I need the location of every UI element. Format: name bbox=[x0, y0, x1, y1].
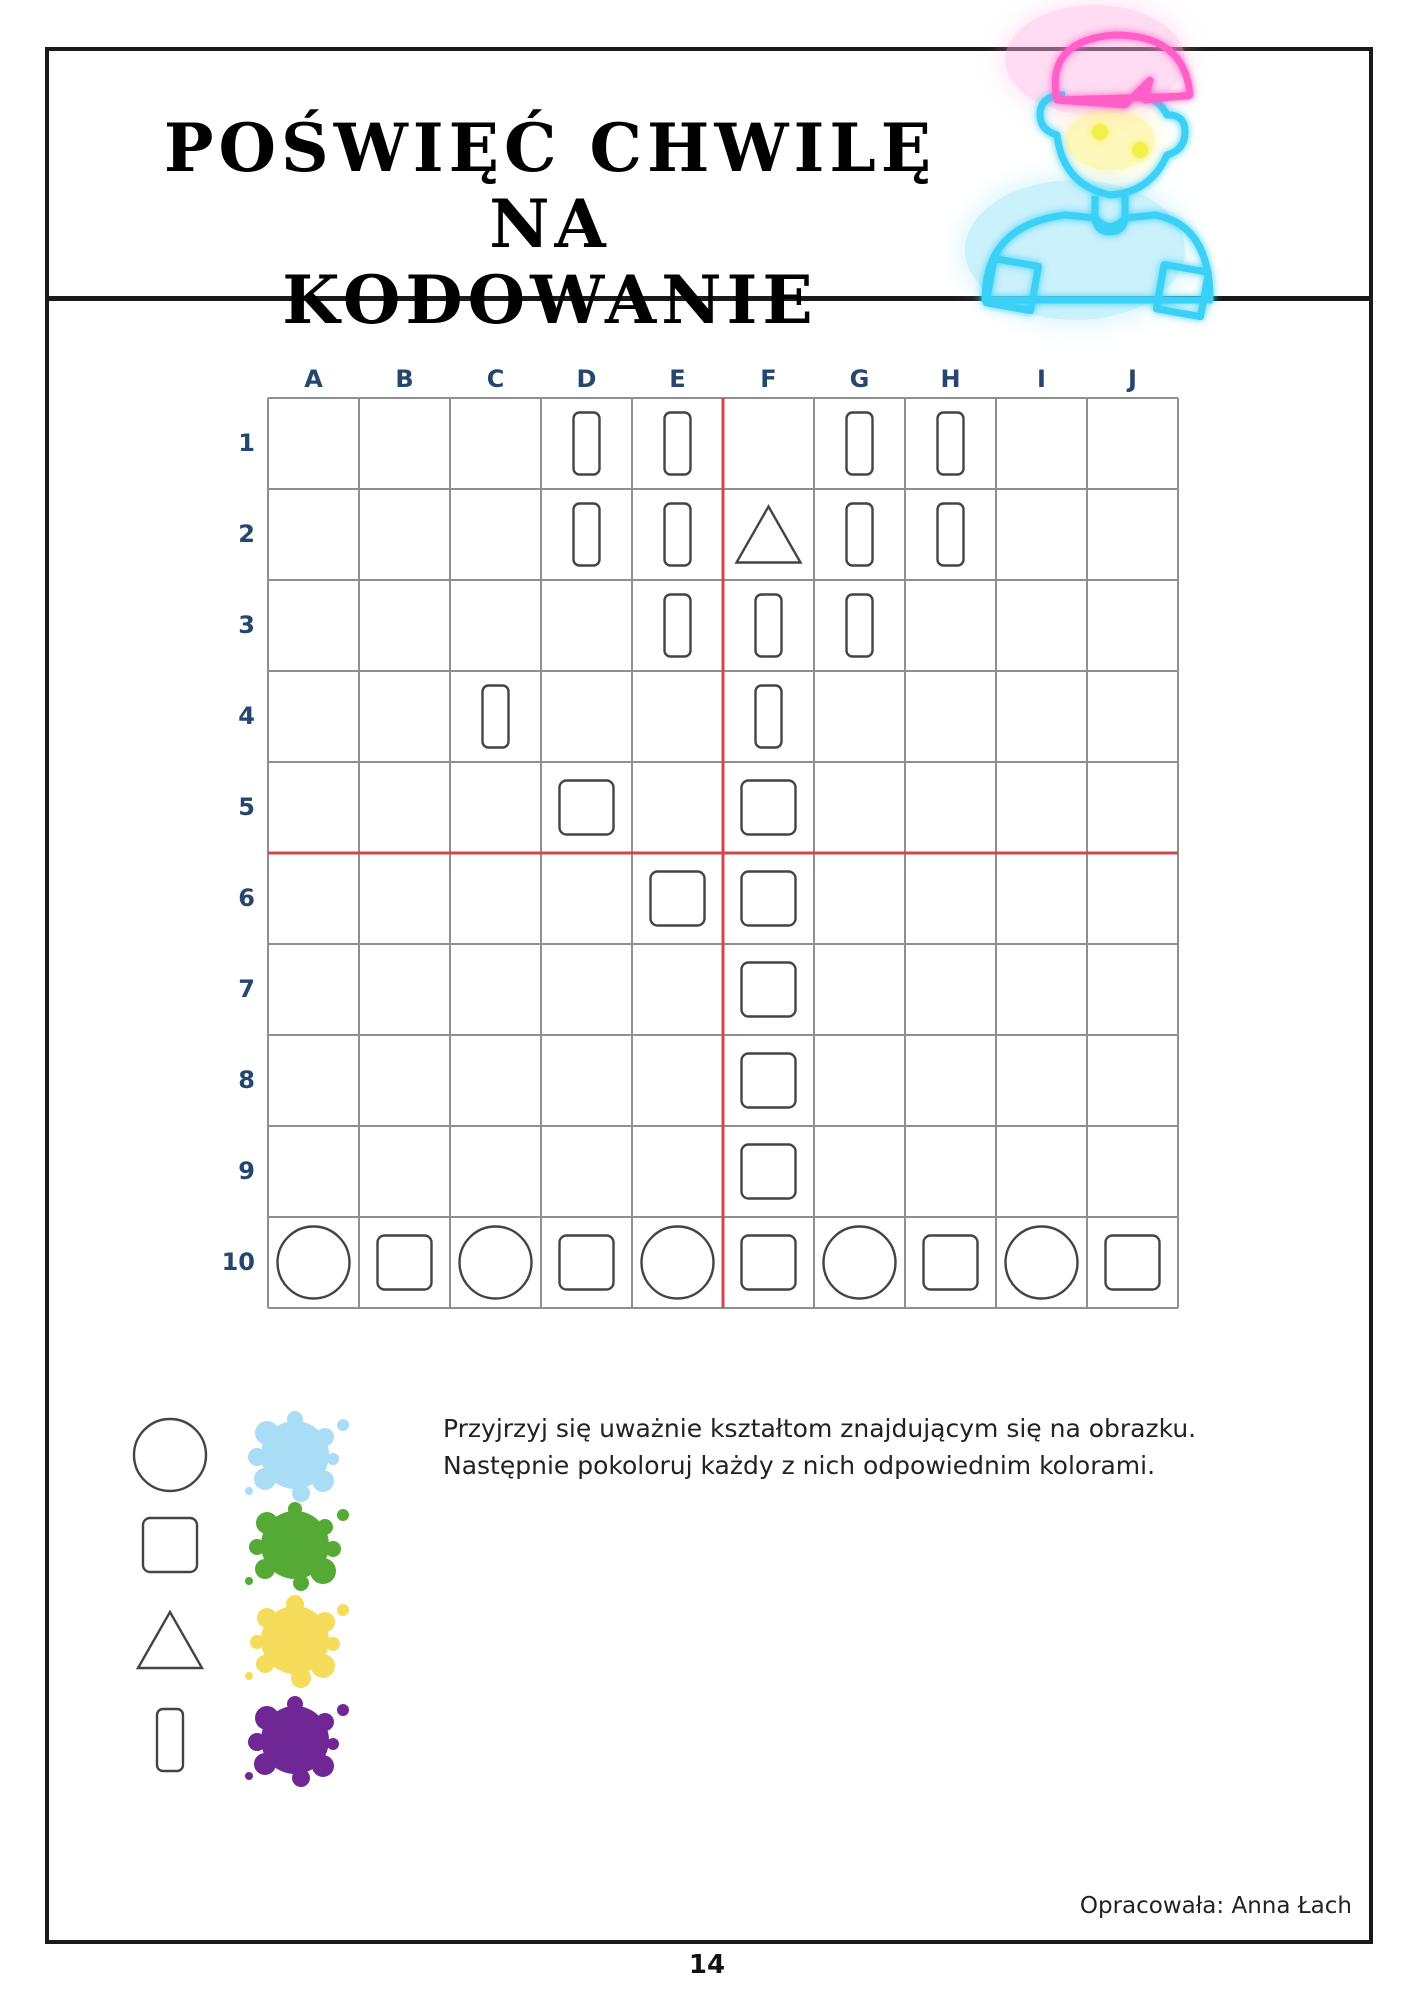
square-shape bbox=[560, 1236, 614, 1290]
paint-splash-drop bbox=[326, 1637, 340, 1651]
paint-splash-drop bbox=[311, 1654, 335, 1678]
narrow-rectangle-shape bbox=[756, 686, 782, 748]
paint-splash-drop bbox=[256, 1655, 274, 1673]
square-shape bbox=[143, 1518, 197, 1572]
square-shape bbox=[1106, 1236, 1160, 1290]
author-credit: Opracowała: Anna Łach bbox=[1079, 1893, 1352, 1919]
column-label: B bbox=[395, 365, 414, 393]
title-line-1: POŚWIĘĆ CHWILĘ NA bbox=[163, 109, 937, 263]
column-label: A bbox=[304, 365, 323, 393]
instruction-line-2: Następnie pokoloruj każdy z nich odpowiednim kolorami. bbox=[443, 1451, 1156, 1480]
narrow-rectangle-shape bbox=[665, 595, 691, 657]
circle-shape bbox=[642, 1227, 714, 1299]
row-label: 2 bbox=[238, 519, 255, 548]
paint-splash-drop bbox=[293, 1575, 309, 1591]
row-label: 4 bbox=[238, 701, 255, 730]
paint-splash-dot bbox=[337, 1604, 349, 1616]
paint-splash-dot bbox=[337, 1704, 349, 1716]
paint-splash-drop bbox=[316, 1428, 334, 1446]
narrow-rectangle-shape bbox=[847, 504, 873, 566]
paint-splash-dot bbox=[245, 1772, 253, 1780]
paint-splash-drop bbox=[287, 1696, 303, 1712]
square-shape bbox=[560, 781, 614, 835]
column-label: C bbox=[486, 365, 505, 393]
narrow-rectangle-shape bbox=[847, 413, 873, 475]
narrow-rectangle-shape bbox=[938, 413, 964, 475]
paint-splash-drop bbox=[255, 1421, 279, 1445]
row-label: 10 bbox=[221, 1247, 255, 1276]
narrow-rectangle-shape bbox=[938, 504, 964, 566]
paint-splash-drop bbox=[248, 1448, 266, 1466]
square-shape bbox=[742, 872, 796, 926]
paint-splash-drop bbox=[255, 1706, 279, 1730]
paint-splash-icon bbox=[245, 1696, 349, 1787]
narrow-rectangle-shape bbox=[665, 413, 691, 475]
row-label: 8 bbox=[238, 1065, 255, 1094]
paint-splash-drop bbox=[327, 1453, 339, 1465]
column-label: I bbox=[1037, 365, 1046, 393]
circle-shape bbox=[134, 1419, 206, 1491]
page-number: 14 bbox=[688, 1950, 726, 1980]
paint-splash-drop bbox=[257, 1608, 277, 1628]
paint-splash-drop bbox=[256, 1512, 278, 1534]
row-label: 9 bbox=[238, 1156, 255, 1185]
paint-splash-drop bbox=[292, 1769, 310, 1787]
square-shape bbox=[378, 1236, 432, 1290]
row-label: 6 bbox=[238, 883, 255, 912]
row-label: 7 bbox=[238, 974, 255, 1003]
paint-splash-drop bbox=[310, 1558, 336, 1584]
robot-eye-right bbox=[1132, 142, 1148, 158]
paint-splash-dot bbox=[245, 1577, 253, 1585]
column-label: G bbox=[849, 365, 870, 393]
paint-splash-drop bbox=[248, 1733, 266, 1751]
narrow-rectangle-shape bbox=[157, 1709, 183, 1771]
row-label: 1 bbox=[238, 428, 255, 457]
column-label: J bbox=[1128, 365, 1137, 393]
paint-splash-dot bbox=[337, 1419, 349, 1431]
triangle-shape bbox=[138, 1612, 202, 1668]
paint-splash-drop bbox=[292, 1484, 310, 1502]
paint-splash-drop bbox=[291, 1668, 311, 1688]
circle-shape bbox=[1006, 1227, 1078, 1299]
paint-splash-drop bbox=[316, 1713, 334, 1731]
circle-shape bbox=[824, 1227, 896, 1299]
row-label: 3 bbox=[238, 610, 255, 639]
robot-eye-left bbox=[1092, 124, 1108, 140]
title-line-2: KODOWANIE bbox=[282, 261, 818, 339]
square-shape bbox=[742, 1236, 796, 1290]
square-shape bbox=[742, 1145, 796, 1199]
paint-splash-icon bbox=[245, 1502, 349, 1591]
paint-splash-icon bbox=[245, 1411, 349, 1502]
circle-shape bbox=[278, 1227, 350, 1299]
paint-splash-dot bbox=[337, 1509, 349, 1521]
narrow-rectangle-shape bbox=[756, 595, 782, 657]
column-label: D bbox=[576, 365, 597, 393]
paint-splash-drop bbox=[312, 1470, 334, 1492]
paint-splash-drop bbox=[327, 1738, 339, 1750]
paint-splash-drop bbox=[317, 1519, 333, 1535]
row-label: 5 bbox=[238, 792, 255, 821]
paint-splash-drop bbox=[287, 1411, 303, 1427]
instructions-text bbox=[443, 1410, 1243, 1484]
paint-splash-dot bbox=[245, 1487, 253, 1495]
paint-splash-drop bbox=[255, 1559, 275, 1579]
paint-splash-icon bbox=[245, 1595, 349, 1688]
paint-splash-drop bbox=[254, 1468, 276, 1490]
instruction-line-1: Przyjrzyj się uważnie kształtom znajdującym się na obrazku. bbox=[443, 1414, 1197, 1443]
paint-splash-drop bbox=[286, 1595, 304, 1613]
paint-splash-drop bbox=[288, 1502, 302, 1516]
neon-robot-boy-icon bbox=[945, 0, 1275, 350]
circle-shape bbox=[460, 1227, 532, 1299]
square-shape bbox=[742, 1054, 796, 1108]
narrow-rectangle-shape bbox=[574, 413, 600, 475]
square-shape bbox=[924, 1236, 978, 1290]
color-legend bbox=[120, 1405, 380, 1805]
narrow-rectangle-shape bbox=[574, 504, 600, 566]
paint-splash-drop bbox=[250, 1635, 264, 1649]
paint-splash-dot bbox=[245, 1672, 253, 1680]
square-shape bbox=[742, 963, 796, 1017]
narrow-rectangle-shape bbox=[483, 686, 509, 748]
coding-grid bbox=[195, 345, 1205, 1345]
column-label: E bbox=[669, 365, 686, 393]
paint-splash-drop bbox=[249, 1539, 265, 1555]
narrow-rectangle-shape bbox=[665, 504, 691, 566]
narrow-rectangle-shape bbox=[847, 595, 873, 657]
square-shape bbox=[651, 872, 705, 926]
page-title bbox=[100, 110, 1000, 338]
paint-splash-drop bbox=[315, 1612, 335, 1632]
paint-splash-drop bbox=[254, 1753, 276, 1775]
square-shape bbox=[742, 781, 796, 835]
column-label: F bbox=[760, 365, 777, 393]
triangle-shape bbox=[737, 507, 801, 563]
paint-splash-drop bbox=[312, 1755, 334, 1777]
paint-splash-drop bbox=[325, 1541, 341, 1557]
column-label: H bbox=[940, 365, 961, 393]
